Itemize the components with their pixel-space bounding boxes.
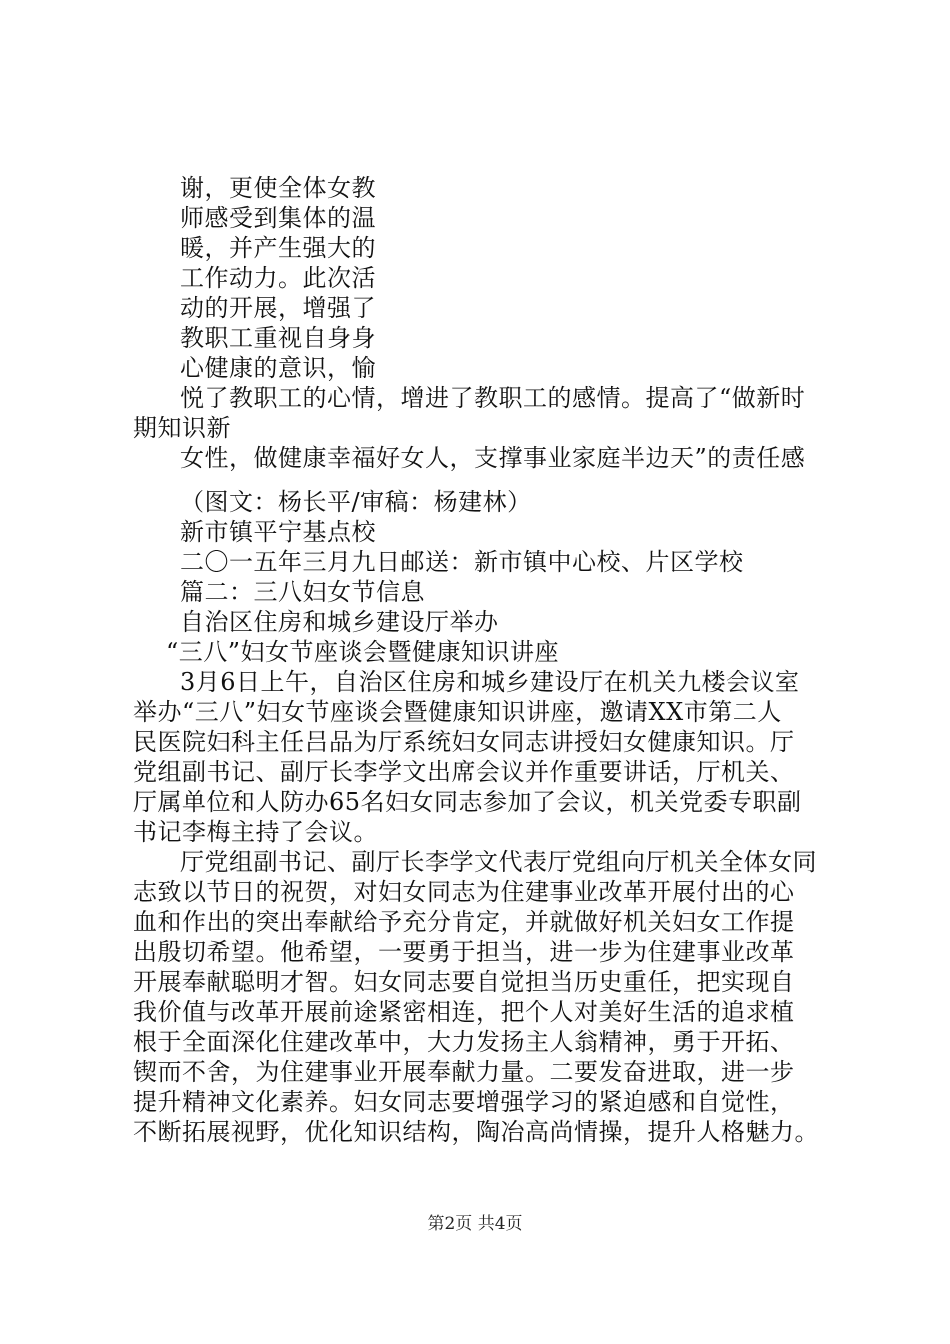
paragraph2-line-3: 血和作出的突出奉献给予充分肯定，并就做好机关妇女工作提 [133, 908, 795, 936]
school-name: 新市镇平宁基点校 [180, 518, 376, 546]
paragraph1-line-5: 厅属单位和人防办65名妇女同志参加了会议，机关党委专职副 [133, 788, 802, 816]
narrow-line-2: 师感受到集体的温 [180, 204, 376, 232]
section-heading: 篇二：三八妇女节信息 [180, 578, 425, 606]
narrow-line-7: 心健康的意识，愉 [180, 354, 376, 382]
date-recipients-line: 二〇一五年三月九日邮送：新市镇中心校、片区学校 [180, 548, 744, 576]
narrow-line-6: 教职工重视自身身 [180, 324, 376, 352]
paragraph2-line-5: 开展奉献聪明才智。妇女同志要自觉担当历史重任，把实现自 [133, 968, 795, 996]
article-title-line-1: 自治区住房和城乡建设厅举办 [180, 608, 499, 636]
narrow-line-3: 暖，并产生强大的 [180, 234, 376, 262]
page-footer [0, 1212, 950, 1236]
paragraph2-line-6: 我价值与改革开展前途紧密相连，把个人对美好生活的追求植 [133, 998, 795, 1026]
paragraph1-line-3: 民医院妇科主任吕品为厅系统妇女同志讲授妇女健康知识。厅 [133, 728, 795, 756]
credits-line: （图文：杨长平/审稿：杨建林） [180, 488, 532, 516]
continuation-line-3: 女性，做健康幸福好女人，支撑事业家庭半边天”的责任感 [180, 444, 806, 472]
page-number: 第2页 共4页 [427, 1214, 523, 1234]
paragraph2-line-2: 志致以节日的祝贺，对妇女同志为住建事业改革开展付出的心 [133, 878, 795, 906]
paragraph2-line-4: 出殷切希望。他希望，一要勇于担当，进一步为住建事业改革 [133, 938, 795, 966]
continuation-line-1: 悦了教职工的心情，增进了教职工的感情。提高了“做新时 [180, 384, 806, 412]
continuation-line-2: 期知识新 [133, 414, 231, 442]
paragraph1-line-6: 书记李梅主持了会议。 [133, 818, 378, 846]
paragraph2-line-10: 不断拓展视野，优化知识结构，陶冶高尚情操，提升人格魅力。 [133, 1118, 819, 1146]
narrow-line-4: 工作动力。此次活 [180, 264, 376, 292]
paragraph2-line-8: 锲而不舍，为住建事业开展奉献力量。二要发奋进取，进一步 [133, 1058, 795, 1086]
article-title-line-2: “三八”妇女节座谈会暨健康知识讲座 [166, 638, 560, 666]
paragraph2-line-1: 厅党组副书记、副厅长李学文代表厅党组向厅机关全体女同 [180, 848, 817, 876]
paragraph1-line-2: 举办“三八”妇女节座谈会暨健康知识讲座，邀请XX市第二人 [133, 698, 782, 726]
paragraph2-line-9: 提升精神文化素养。妇女同志要增强学习的紧迫感和自觉性， [133, 1088, 795, 1116]
narrow-line-1: 谢，更使全体女教 [180, 174, 376, 202]
paragraph1-line-1: 3月6日上午，自治区住房和城乡建设厅在机关九楼会议室 [180, 668, 800, 696]
narrow-line-5: 动的开展，增强了 [180, 294, 376, 322]
paragraph1-line-4: 党组副书记、副厅长李学文出席会议并作重要讲话，厅机关、 [133, 758, 795, 786]
paragraph2-line-7: 根于全面深化住建改革中，大力发扬主人翁精神，勇于开拓、 [133, 1028, 795, 1056]
